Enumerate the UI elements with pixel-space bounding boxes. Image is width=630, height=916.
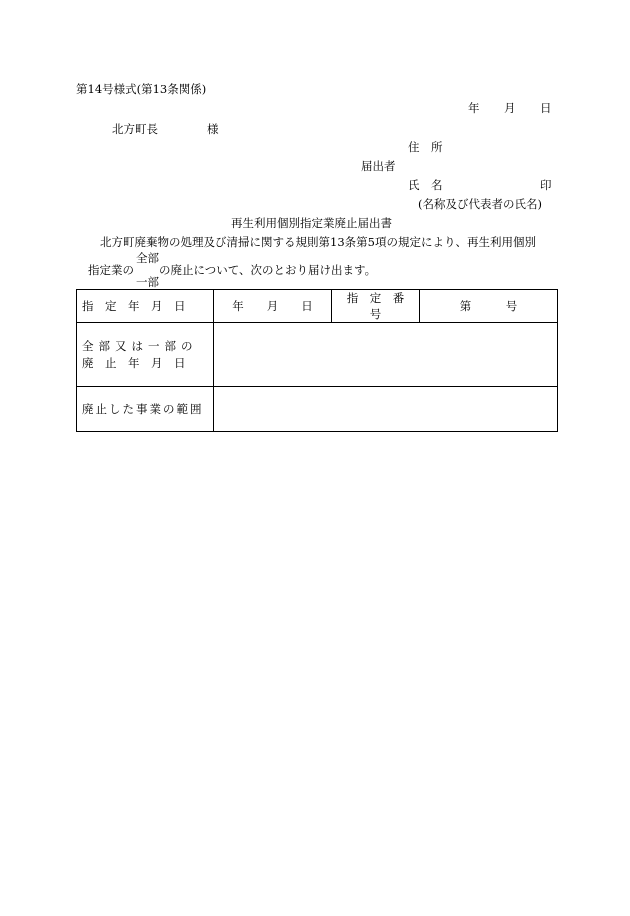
designation-number-value-cell (420, 290, 558, 323)
abolition-date-label-cell (77, 323, 214, 387)
seal-mark: 印 (540, 178, 552, 192)
addressee-honorific: 様 (207, 122, 219, 136)
abolished-scope-label: 廃止した事業の範囲 (82, 402, 204, 416)
date-month-label: 月 (504, 101, 516, 115)
designation-date-value-cell (214, 290, 332, 323)
abolished-scope-value-cell[interactable] (214, 387, 558, 432)
abolished-scope-label-cell (77, 387, 214, 432)
date-day-label: 日 (540, 101, 552, 115)
name-label: 氏 名 (408, 178, 443, 192)
abolition-date-label-line-1: 全部又は一部の (82, 338, 198, 353)
body-line-2-suffix: の廃止について、次のとおり届け出ます。 (159, 263, 377, 277)
name-note: (名称及び代表者の氏名) (418, 197, 542, 211)
document-title: 再生利用個別指定業廃止届出書 (231, 216, 392, 230)
table-row (77, 387, 558, 432)
option-all: 全部 (136, 251, 159, 265)
date-year-label: 年 (468, 101, 480, 115)
table-row (77, 290, 558, 323)
abolition-date-label-line-2: 廃 止 年 月 日 (82, 355, 186, 370)
option-part: 一部 (136, 275, 159, 289)
designation-number-label-cell (332, 290, 420, 323)
table-row (77, 323, 558, 387)
designation-date-value: 年 月 日 (232, 299, 313, 313)
designation-table (76, 289, 558, 432)
designation-number-label: 指 定 番 号 (346, 291, 416, 321)
addressee-name: 北方町長 (112, 122, 158, 136)
designation-date-label-cell (77, 290, 214, 323)
body-line-1: 北方町廃棄物の処理及び清掃に関する規則第13条第5項の規定により、再生利用個別 (100, 235, 536, 249)
form-id: 第14号様式(第13条関係) (76, 82, 207, 96)
address-label: 住 所 (408, 140, 443, 154)
notifier-label: 届出者 (361, 159, 396, 173)
abolition-date-value-cell[interactable] (214, 323, 558, 387)
designation-number-value: 第 号 (459, 299, 518, 313)
designation-date-label: 指 定 年 月 日 (82, 299, 186, 313)
body-line-2-prefix: 指定業の (88, 263, 134, 277)
